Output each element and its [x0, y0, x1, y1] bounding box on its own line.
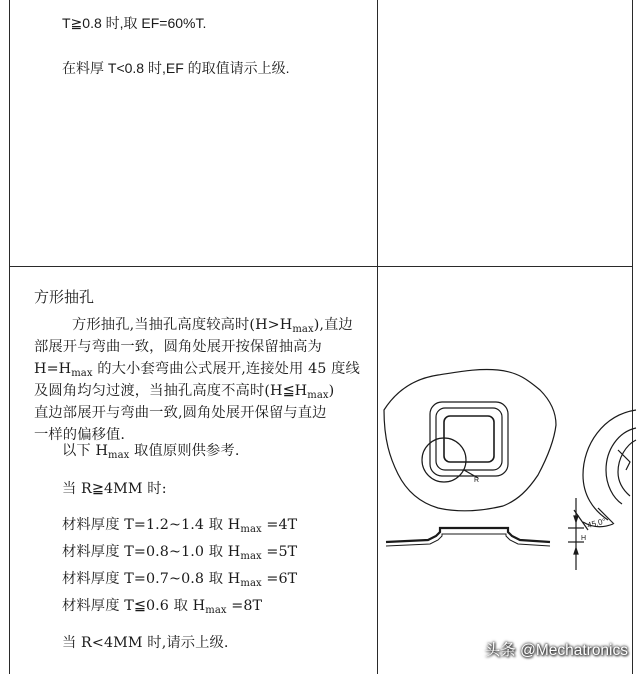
para-line-4: 及圆角均匀过渡，当抽孔高度不高时$(H≦H_{max})$ — [34, 383, 335, 401]
table-left-border — [9, 0, 10, 674]
para-line-2: 部展开与弯曲一致，圆角处展开按保留抽高为 — [34, 339, 322, 355]
rule-row-3: 材料厚度 T=0.7~0.8 取 $H_{max} =6T$ — [62, 571, 298, 589]
ef-rule-thin: 在料厚 T<0.8 时,EF 的取值请示上级. — [62, 60, 290, 76]
rule-row-1: 材料厚度 T=1.2~1.4 取 $H_{max} =4T$ — [62, 517, 298, 535]
hole-outer — [430, 402, 508, 476]
section-heading: 方形抽孔 — [34, 288, 95, 306]
reference-intro: 以下 $H_{max}$ 取值原则供参考. — [62, 443, 240, 461]
table-row-divider — [9, 266, 633, 267]
height-label: H — [581, 535, 587, 542]
radius-label: R — [474, 477, 480, 484]
para-line-5: 直边部展开与弯曲一致,圆角处展开保留与直边 — [34, 405, 327, 421]
para-line-1: 方形抽孔,当抽孔高度较高时$(H>H_{max})$,直边 — [72, 317, 353, 335]
rule-row-4: 材料厚度 T≦0.6 取 $H_{max} =8T$ — [62, 598, 263, 616]
section-profile — [386, 528, 550, 542]
condition-r-large: 当 R≧4MM 时: — [62, 481, 167, 497]
ef-rule-thick: T≧0.8 时,取 EF=60%T. — [62, 15, 207, 31]
condition-r-small: 当 R<4MM 时,请示上级. — [62, 635, 229, 651]
square-hole-drawing — [378, 350, 638, 660]
watermark: 头条 @Mechatronics — [484, 642, 628, 659]
angle-label: 45.0° — [586, 516, 607, 530]
rule-row-2: 材料厚度 T=0.8~1.0 取 $H_{max} =5T$ — [62, 544, 298, 562]
blank-outline — [384, 369, 556, 510]
para-line-6: 一样的偏移值. — [34, 427, 126, 443]
para-line-3: $H=H_{max}$ 的大小套弯曲公式展开,连接处用 45 度线 — [34, 361, 360, 379]
